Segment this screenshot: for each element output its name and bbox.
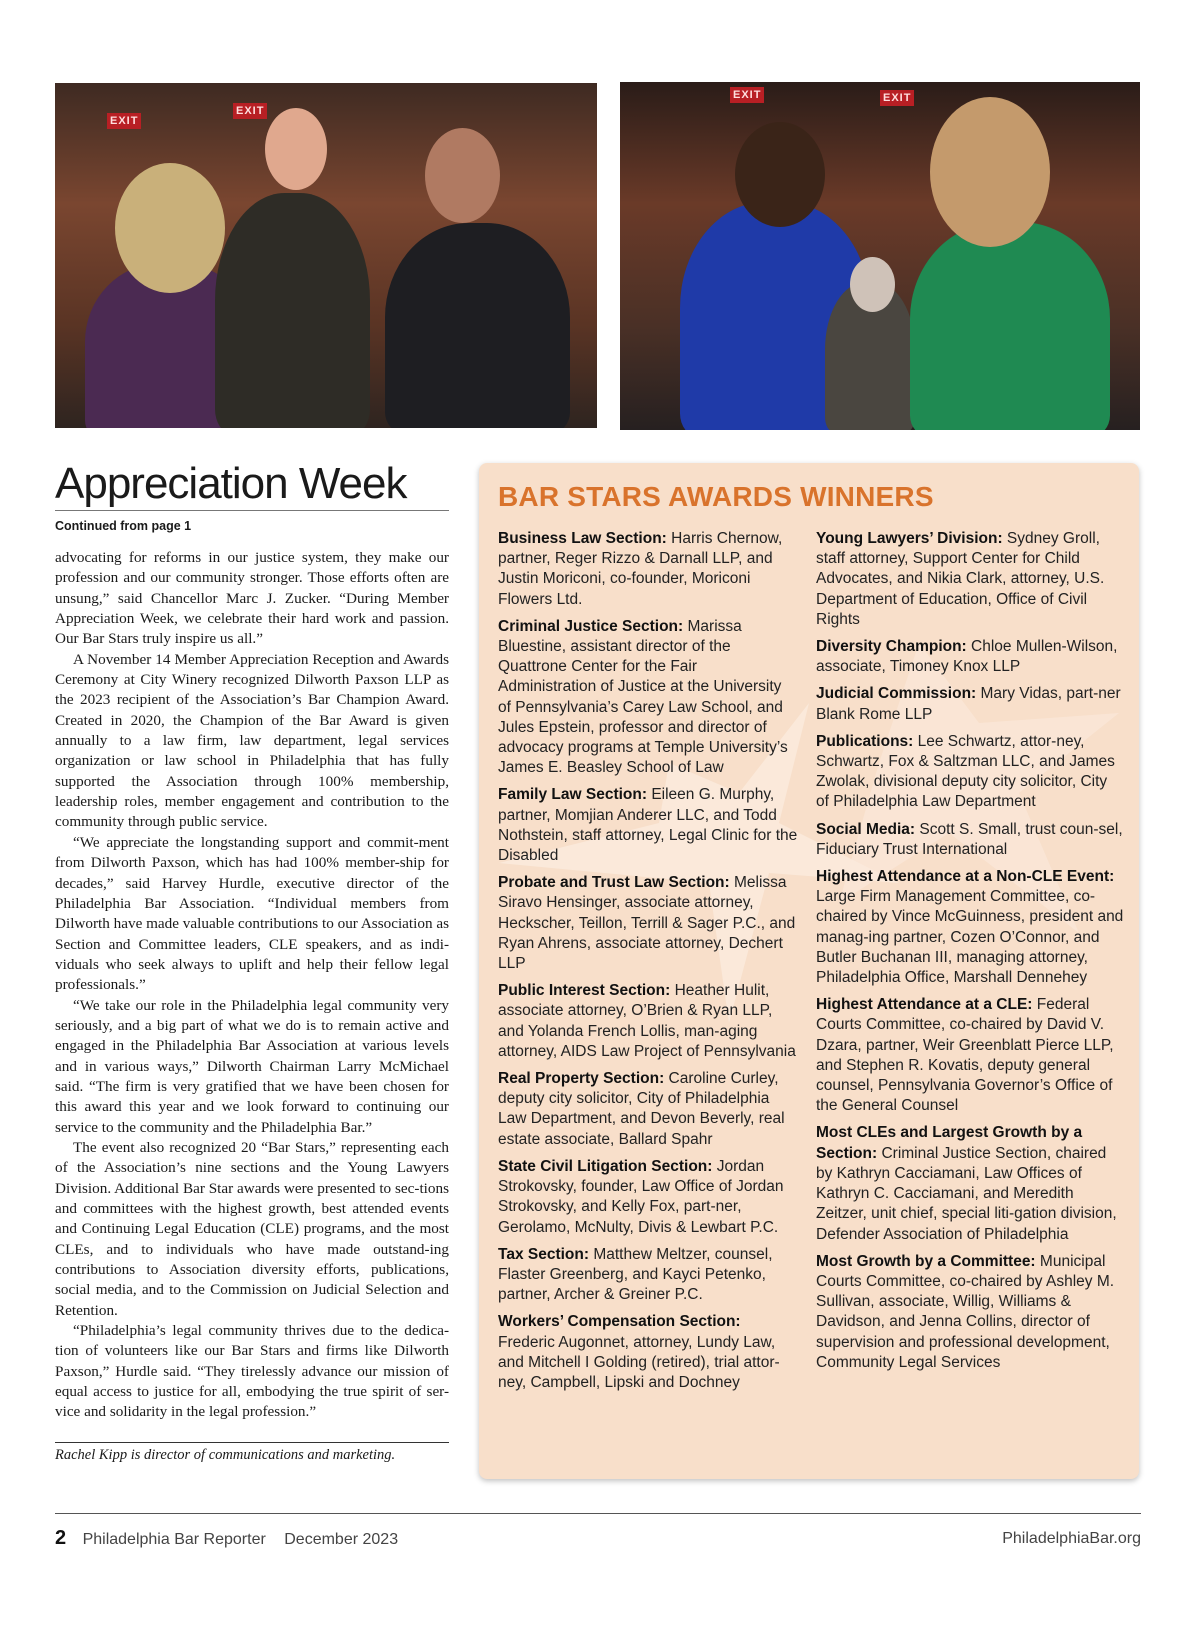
footer-divider (55, 1513, 1141, 1514)
award-entry (816, 684, 1124, 724)
attendee-head (115, 163, 225, 293)
award-recipients: Heather Hulit, associate attorney, O’Brien & Ryan LLP, and Yolanda French Lollis, man-aging attorney, AIDS Law Project of Pennsylvania (498, 982, 796, 1060)
award-category: Publications: (816, 732, 914, 750)
award-entry (498, 873, 798, 974)
award-entry (498, 529, 798, 610)
award-recipients: Chloe Mullen-Wilson, associate, Timoney Knox LLP (816, 638, 1118, 676)
award-category: Real Property Section: (498, 1070, 665, 1088)
exit-sign: EXIT (233, 103, 267, 119)
award-entry (498, 981, 798, 1062)
award-recipients: Matthew Meltzer, counsel, Flaster Greenberg, and Kayci Petenko, partner, Archer & Greiner P.C. (498, 1245, 773, 1304)
award-entry (498, 1245, 798, 1306)
attendee-head (930, 97, 1050, 247)
winners-column-right (816, 529, 1124, 1380)
article-header (55, 458, 449, 533)
award-entry (816, 820, 1124, 860)
article-paragraph: The event also recognized 20 “Bar Stars,” representing each of the Association’s nine sections and the Young Lawyers Division. Additional Bar Star awards were presented to sec-tions and committees with the highest growth, best attended events and Continuing Legal Education (CLE) programs, and the most CLEs, and to individuals who have made outstand-ing contributions to Association diversity efforts, publications, social media, and to the Commission on Judicial Selection and Retention. (55, 1138, 449, 1319)
award-category: Public Interest Section: (498, 982, 671, 1000)
exit-sign: EXIT (880, 90, 914, 106)
award-recipients: Large Firm Management Committee, co-chaired by Vince McGuinness, president and manag-ing partner, Cozen O’Connor, and Butler Buchanan III, managing attorney, Philadelphia Office, Marshall Dennehey (816, 888, 1124, 987)
award-entry (816, 867, 1124, 988)
attendee-head (850, 257, 895, 312)
award-category: Criminal Justice Section: (498, 617, 684, 635)
article-paragraph: A November 14 Member Appreciation Reception and Awards Ceremony at City Winery recognized Dilworth Paxson LLP as the 2023 recipient of the Association’s Bar Champion Award. Created in 2020, the Champion of the Bar Award is given annually to a law firm, law department, legal services organization or law school in Philadelphia that has fully supported the Association through 100% membership, leadership roles, member engagement and contribution to the community through public service. (55, 650, 449, 831)
award-recipients: Mary Vidas, part-ner Blank Rome LLP (816, 685, 1121, 723)
award-category: State Civil Litigation Section: (498, 1157, 713, 1175)
issue-date: December 2023 (284, 1531, 399, 1548)
publication-name: Philadelphia Bar Reporter (82, 1531, 266, 1548)
attendee-figure (910, 222, 1110, 430)
award-recipients: Municipal Courts Committee, co-chaired by Ashley M. Sullivan, associate, Willig, Williams & Davidson, and Jenna Collins, director of supervision and professional development, Community Legal Services (816, 1252, 1115, 1371)
continued-note: Continued from page 1 (55, 519, 192, 533)
page-footer (55, 1527, 1141, 1550)
award-category: Family Law Section: (498, 786, 648, 804)
article-paragraph: advocating for reforms in our justice system, they make our profession and our community stronger. Those efforts often are unsung,” said Chancellor Marc J. Zucker. “During Member Appreciation Week, we celebrate their hard work and passion. Our Bar Stars truly inspire us all.” (55, 549, 449, 648)
award-category: Diversity Champion: (816, 638, 967, 656)
attendee-figure (215, 193, 370, 428)
page-title: Appreciation Week (55, 458, 449, 511)
award-category: Highest Attendance at a Non-CLE Event: (816, 868, 1115, 886)
award-entry (816, 732, 1124, 813)
award-category: Probate and Trust Law Section: (498, 874, 730, 892)
attendee-head (735, 122, 825, 227)
award-recipients: Jordan Strokovsky, founder, Law Office of Jordan Strokovsky, and Kelly Fox, part-ner, Gerolamo, McNulty, Divis & Lewbart P.C. (498, 1157, 784, 1236)
award-entry (498, 785, 798, 866)
article-body (55, 548, 449, 1423)
award-entry (816, 1252, 1124, 1373)
exit-sign: EXIT (730, 87, 764, 103)
award-recipients: Eileen G. Murphy, partner, Momjian Anderer LLC, and Todd Nothstein, staff attorney, Legal Clinic for the Disabled (498, 786, 798, 865)
page-number: 2 (55, 1527, 67, 1549)
attendee-head (265, 108, 327, 190)
award-recipients: Harris Chernow, partner, Reger Rizzo & Darnall LLP, and Justin Moriconi, co-founder, Moriconi Flowers Ltd. (498, 530, 783, 608)
byline-divider (55, 1442, 449, 1443)
award-recipients: Frederic Augonnet, attorney, Lundy Law, and Mitchell I Golding (retired), trial attor-ney, Campbell, Lipski and Dochney (498, 1333, 780, 1391)
award-category: Most CLEs and Largest Growth by a Section: (816, 1124, 1083, 1162)
article-paragraph: “We appreciate the longstanding support and commit-ment from Dilworth Paxson, which has had 100% member-ship for decades,” said Harvey Hurdle, executive director of the Philadelphia Bar Association. “Individual members from Dilworth have made valuable contributions to our Association as Section and Committee leaders, CLE speakers, and as indi-viduals who seek always to uplift and help their fellow legal professionals.” (55, 833, 449, 994)
award-category: Highest Attendance at a CLE: (816, 996, 1033, 1014)
award-entry (816, 529, 1124, 630)
winners-heading: BAR STARS AWARDS WINNERS (498, 481, 934, 512)
winners-column-left (498, 529, 798, 1400)
event-photo-left (55, 83, 597, 428)
exit-sign: EXIT (107, 113, 141, 129)
award-entry (498, 1312, 798, 1393)
award-category: Judicial Commission: (816, 685, 977, 703)
award-entry (498, 617, 798, 779)
award-entry (816, 1123, 1124, 1244)
website-link[interactable]: PhiladelphiaBar.org (1002, 1530, 1141, 1547)
award-recipients: Federal Courts Committee, co-chaired by David V. Dzara, partner, Weir Greenblatt Pierce LLP, and Stephen R. Kovatis, deputy general counsel, Pennsylvania Governor’s Office of the General Counsel (816, 996, 1114, 1115)
award-recipients: Marissa Bluestine, assistant director of the Quattrone Center for the Fair Administration of Justice at the University of Pennsylvania’s Carey Law School, and Jules Epstein, professor and director of advocacy programs at Temple University’s James E. Beasley School of Law (498, 617, 788, 777)
award-entry (498, 1069, 798, 1150)
article-paragraph: “We take our role in the Philadelphia legal community very seriously, and a big part of what we do is to remain active and engaged in the Philadelphia Bar Association at various levels and in various ways,” Dilworth Chairman Larry McMichael said. “The firm is very gratified that we have been chosen for this award this year and we look forward to continuing our service to the community and the Philadelphia Bar.” (55, 996, 449, 1136)
award-category: Business Law Section: (498, 530, 667, 547)
event-photo-right (620, 82, 1140, 430)
award-entry (816, 995, 1124, 1116)
article-paragraph: “Philadelphia’s legal community thrives due to the dedica-tion of volunteers like our Bar Stars and firms like Dilworth Paxson,” Hurdle said. “They tirelessly advance our mission of equal access to justice for all, embodying the true spirit of ser-vice and solidarity in the legal profession.” (55, 1322, 449, 1421)
award-recipients: Caroline Curley, deputy city solicitor, City of Philadelphia Law Department, and Devon Beverly, real estate associate, Ballard Spahr (498, 1070, 785, 1148)
award-category: Tax Section: (498, 1245, 590, 1263)
award-recipients: Melissa Siravo Hensinger, associate attorney, Heckscher, Teillon, Terrill & Sager P.C., and Ryan Ahrens, associate attorney, Dechert LLP (498, 874, 796, 973)
award-recipients: Criminal Justice Section, chaired by Kathryn Cacciamani, Law Offices of Kathryn C. Cacciamani, and Meredith Zeitzer, unit chief, special liti-gation division, Defender Association of Philadelphia (816, 1144, 1117, 1243)
attendee-head (425, 128, 500, 223)
award-recipients: Lee Schwartz, attor-ney, Schwartz, Fox & Saltzman LLC, and James Zwolak, divisional deputy city solicitor, City of Philadelphia Law Department (816, 732, 1115, 811)
award-entry (498, 1157, 798, 1238)
winners-sidebar (479, 463, 1139, 1479)
award-category: Most Growth by a Committee: (816, 1252, 1036, 1270)
award-category: Workers’ Compensation Section: (498, 1313, 741, 1331)
award-entry (816, 637, 1124, 677)
award-recipients: Sydney Groll, staff attorney, Support Center for Child Advocates, and Nikia Clark, attorney, U.S. Department of Education, Office of Civil Rights (816, 530, 1105, 628)
author-byline: Rachel Kipp is director of communications and marketing. (55, 1447, 396, 1463)
award-category: Young Lawyers’ Division: (816, 530, 1003, 547)
award-recipients: Scott S. Small, trust coun-sel, Fiduciary Trust International (816, 820, 1123, 858)
attendee-figure (385, 223, 570, 428)
award-category: Social Media: (816, 820, 916, 838)
